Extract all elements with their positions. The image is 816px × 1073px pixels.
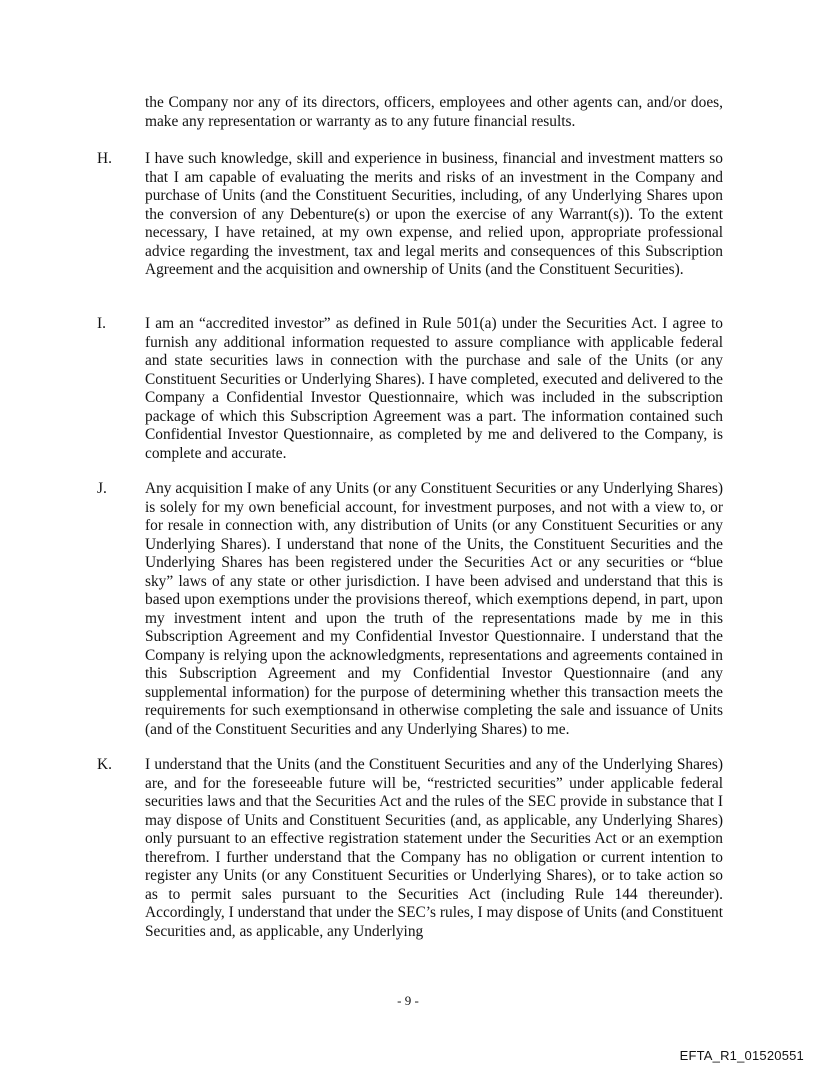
clause-letter: K. [97, 756, 112, 773]
clause-letter: I. [97, 315, 106, 332]
clause-letter: H. [97, 150, 112, 167]
clause-text: I understand that the Units (and the Constituent Securities and any of the Underlying Shares) are, and for the foreseeable future will be, “restricted securities” under applicable federal securities laws and that the Securities Act and the rules of the SEC provide in substance that I may dispose of Units and Constituent Securities (and, as applicable, any Underlying Shares) only pursuant to an effective registration statement under the Securities Act or an exemption therefrom. I further understand that the Company has no obligation or current intention to register any Units (or any Constituent Securities or Underlying Shares), or to take action so as to permit sales pursuant to the Securities Act (including Rule 144 thereunder). Accordingly, I understand that under the SEC’s rules, I may dispose of Units (and Constituent Securities and, as applicable, any Underlying [145, 756, 723, 940]
clause-j [97, 480, 723, 739]
continuation-paragraph: the Company nor any of its directors, officers, employees and other agents can, and/or does, make any representation or warranty as to any future financial results. [145, 94, 723, 130]
clause-i [97, 315, 723, 463]
clause-k [97, 756, 723, 941]
clause-letter: J. [97, 480, 107, 497]
clause-h [97, 150, 723, 280]
page-number: - 9 - [397, 993, 419, 1008]
clause-text: I am an “accredited investor” as defined in Rule 501(a) under the Securities Act. I agree to furnish any additional information requested to assure compliance with applicable federal and state securities laws in connection with the purchase and sale of the Units (or any Constituent Securities or Underlying Shares). I have completed, executed and delivered to the Company a Confidential Investor Questionnaire, which was included in the subscription package of which this Subscription Agreement was a part. The information contained such Confidential Investor Questionnaire, as completed by me and delivered to the Company, is complete and accurate. [145, 315, 723, 462]
clause-text: Any acquisition I make of any Units (or any Constituent Securities or any Underlying Shares) is solely for my own beneficial account, for investment purposes, and not with a view to, or for resale in connection with, any distribution of Units (or any Constituent Securities or any Underlying Shares). I understand that none of the Units, the Constituent Securities and the Underlying Shares has been registered under the Securities Act or any securities or “blue sky” laws of any state or other jurisdiction. I have been advised and understand that this is based upon exemptions under the provisions thereof, which exemptions depend, in part, upon my investment intent and upon the truth of the representations made by me in this Subscription Agreement and my Confidential Investor Questionnaire. I understand that the Company is relying upon the acknowledgments, representations and agreements contained in this Subscription Agreement and my Confidential Investor Questionnaire (and any supplemental information) for the purpose of determining whether this transaction meets the requirements for such exemptionsand in otherwise completing the sale and issuance of Units (and of the Constituent Securities and any Underlying Shares) to me. [145, 480, 723, 738]
bates-number: EFTA_R1_01520551 [679, 1048, 804, 1063]
clause-text: I have such knowledge, skill and experience in business, financial and investment matters so that I am capable of evaluating the merits and risks of an investment in the Company and purchase of Units (and the Constituent Securities, including, of any Underlying Shares upon the conversion of any Debenture(s) or upon the exercise of any Warrant(s)). To the extent necessary, I have retained, at my own expense, and relied upon, appropriate professional advice regarding the investment, tax and legal merits and consequences of this Subscription Agreement and the acquisition and ownership of Units (and the Constituent Securities). [145, 150, 723, 278]
